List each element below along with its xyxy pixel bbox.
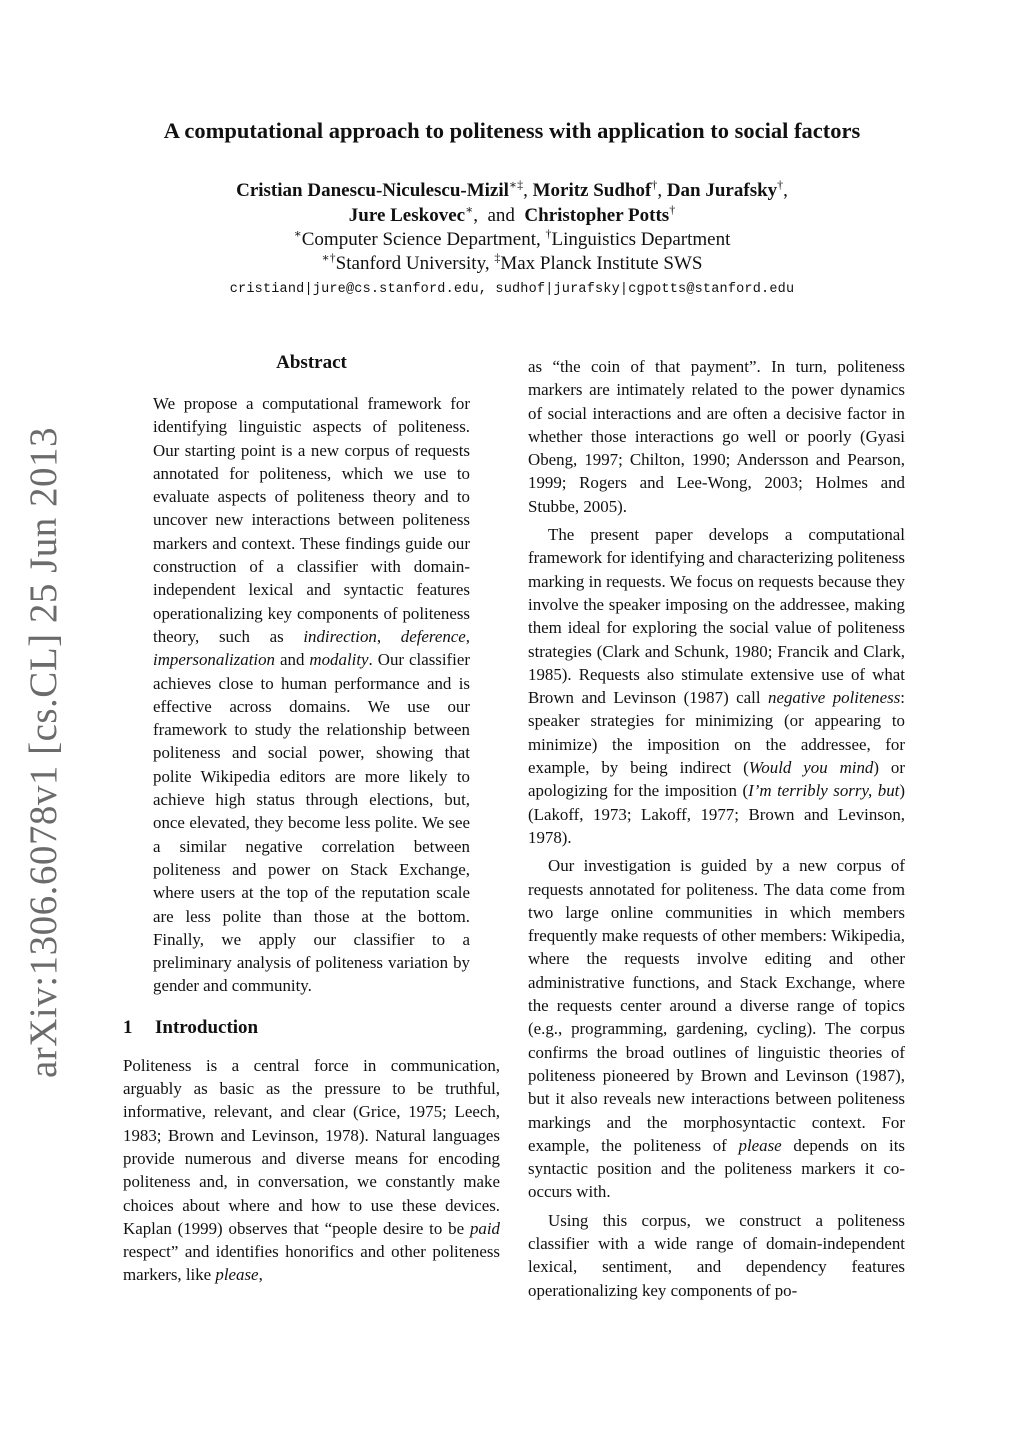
affiliation-line-2 — [80, 252, 944, 276]
paragraph-emphasis: paid — [469, 1218, 500, 1238]
intro-paragraph-4: Using this corpus, we construct a politeness classifier with a wide range of domain-independent lexical, sentiment, and dependency features operationalizing key components of po- — [528, 1210, 905, 1300]
author-marks: ∗‡ — [508, 177, 524, 192]
author-name: Moritz Sudhof — [532, 180, 652, 201]
affiliation-mark: ‡ — [494, 250, 501, 265]
paragraph-emphasis: please — [738, 1135, 782, 1155]
affiliation-text: Linguistics Department — [551, 229, 731, 250]
author-marks: † — [669, 202, 676, 217]
affiliation-mark: † — [545, 226, 552, 241]
paragraph-run: : speaker strategies for minimizing (or appearing to minimize) the imposition on the addressee, for example, by being indirect ( — [528, 688, 905, 778]
abstract-run: We propose a computational framework for identifying linguistic aspects of politeness. Our starting point is a new corpus of requests annotated for politeness, which we use to evaluate aspects of politeness theory and to uncover new interactions between politeness markers and context. These findings guide our construction of a classifier with domain-independent lexical and syntactic features operationalizing key components of politeness theory, such as — [153, 394, 470, 646]
abstract-heading: Abstract — [276, 352, 347, 373]
author-line-2: Jure Leskovec∗, and Christopher Potts† — [348, 202, 676, 226]
paper-title: A computational approach to politeness with application to social factors — [163, 118, 861, 143]
paragraph-run: Politeness is a central force in communication, arguably as basic as the pressure to be truthful, informative, relevant, and clear (Grice, 1975; Leech, 1983; Brown and Levinson, 1978). Natural languages provide numerous and diverse means for encoding politeness and, in conversation, we constantly make choices about where and how to use these devices. Kaplan (1999) observes that “people desire to be — [123, 1055, 500, 1238]
paragraph-emphasis: negative politeness — [768, 688, 901, 708]
arxiv-identifier-text: arXiv:1306.6078v1 [cs.CL] 25 Jun 2013 — [22, 426, 66, 1078]
arxiv-identifier — [18, 426, 70, 1078]
paragraph-run: respect” and identifies honorifics and other politeness markers, like — [123, 1242, 500, 1285]
author-block — [80, 178, 944, 297]
abstract-emphasis: indirection — [303, 626, 377, 646]
author-marks: † — [651, 177, 658, 192]
paragraph-emphasis: Would you mind — [748, 758, 874, 778]
intro-paragraph-3 — [528, 854, 905, 1203]
abstract-run: , — [376, 626, 401, 646]
abstract-run: . Our classifier achieves close to human performance and is effective across domains. We use our framework to study the relationship between politeness and social power, showing that polite Wikipedia editors are more likely to achieve high status through elections, but, once elevated, they become less polite. We see a similar negative correlation between politeness and power on Stack Exchange, where users at the top of the reputation scale are less polite than those at the bottom. Finally, we apply our classifier to a preliminary analysis of politeness variation by gender and community. — [153, 650, 470, 996]
right-column — [528, 355, 905, 1302]
abstract-run: and — [275, 650, 310, 670]
author-name: Jure Leskovec — [348, 205, 466, 226]
abstract-text — [153, 392, 470, 998]
author-name: Christopher Potts — [524, 205, 670, 226]
abstract-emphasis: modality — [309, 650, 369, 670]
author-and: and — [487, 205, 515, 226]
paragraph-run: , — [258, 1265, 263, 1285]
left-column — [123, 352, 500, 1287]
affiliation-mark: ∗† — [321, 250, 336, 265]
intro-paragraph-1-continued: as “the coin of that payment”. In turn, politeness markers are intimately related to the power dynamics of social interactions and are often a decisive factor in whether those interactions go well or poorly (Gyasi Obeng, 1997; Chilton, 1990; Andersson and Pearson, 1999; Rogers and Lee-Wong, 2003; Holmes and Stubbe, 2005). — [528, 357, 905, 516]
author-name: Cristian Danescu-Niculescu-Mizil — [236, 180, 509, 201]
paragraph-emphasis: please — [215, 1265, 259, 1285]
author-line-1: Cristian Danescu-Niculescu-Mizil∗‡, Moritz Sudhof†, Dan Jurafsky†, — [236, 177, 788, 201]
paragraph-run: ) (Lakoff, 1973; Lakoff, 1977; Brown and Levinson, 1978). — [528, 781, 905, 847]
paragraph-run: ) or apologizing for the imposition ( — [528, 758, 905, 801]
intro-paragraph-1 — [123, 1054, 500, 1287]
paragraph-run: depends on its syntactic position and the politeness markers it co-occurs with. — [528, 1135, 905, 1202]
affiliation-text: Computer Science Department, — [301, 229, 546, 250]
affiliation-text: Max Planck Institute SWS — [500, 253, 703, 274]
abstract-emphasis: impersonalization — [153, 650, 275, 670]
author-marks: † — [777, 177, 784, 192]
affiliation-text: Stanford University, — [335, 253, 495, 274]
paragraph-run: The present paper develops a computational framework for identifying and characterizing politeness marking in requests. We focus on requests because they involve the speaker imposing on the addressee, making them ideal for exploring the social value of politeness strategies (Clark and Schunk, 1980; Francik and Clark, 1985). Requests also stimulate extensive use of what Brown and Levinson (1987) call — [528, 525, 905, 708]
author-marks: ∗ — [465, 202, 474, 217]
section-heading-introduction — [123, 1017, 500, 1039]
paragraph-run: Our investigation is guided by a new corpus of requests annotated for politeness. The data come from two large online communities in which members frequently make requests of other members: Wikipedia, where the requests involve editing and other administrative functions, and Stack Exchange, where the requests center around a diverse range of topics (e.g., programming, gardening, cycling). The corpus confirms the broad outlines of linguistic theories of politeness pioneered by Brown and Levinson (1987), but it also reveals new interactions between politeness markings and the morphosyntactic context. For example, the politeness of — [528, 856, 905, 1155]
abstract-emphasis: deference — [400, 626, 466, 646]
section-number: 1 — [123, 1016, 133, 1038]
author-emails: cristiand|jure@cs.stanford.edu, sudhof|jurafsky|cgpotts@stanford.edu — [229, 282, 795, 297]
section-title: Introduction — [155, 1016, 259, 1038]
author-name: Dan Jurafsky — [666, 180, 778, 201]
intro-paragraph-2 — [528, 523, 905, 849]
affiliation-mark: ∗ — [293, 226, 302, 241]
paragraph-emphasis: I’m terribly sorry, but — [748, 781, 900, 801]
affiliation-line-1 — [80, 228, 944, 252]
abstract-run: , — [465, 626, 470, 646]
